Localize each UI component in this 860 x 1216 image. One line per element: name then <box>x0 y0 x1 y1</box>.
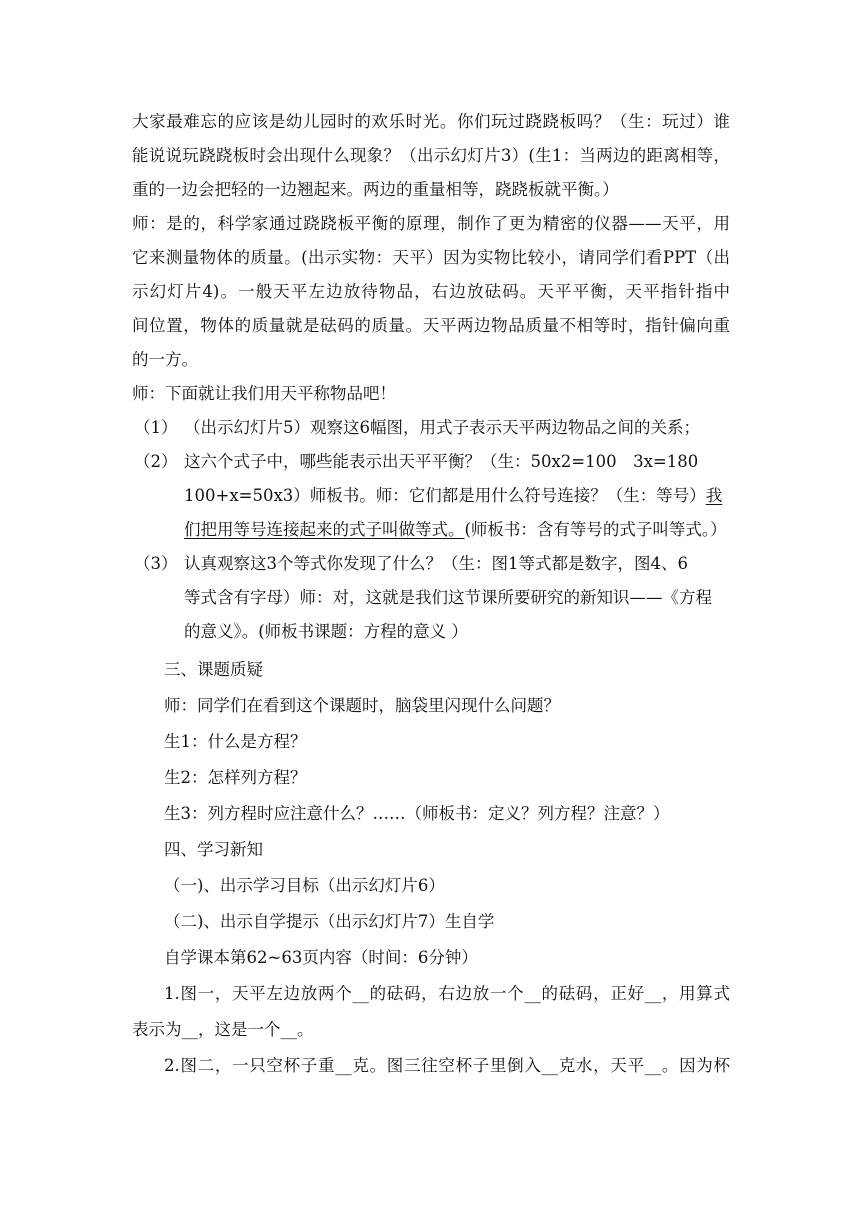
section3-student1: 生1：什么是方程？ <box>164 732 307 751</box>
section3-title: 三、课题质疑 <box>164 660 263 679</box>
section4-q1-line1: 1.图一，天平左边放两个__的砝码，右边放一个__的砝码，正好__，用算式 <box>164 984 730 1003</box>
para2-line5: 的一方。 <box>132 350 198 369</box>
item-2-line3-underlined: 们把用等号连接起来的式子叫做等式。 <box>184 520 465 539</box>
item-2-line2 <box>184 485 722 507</box>
section4-title: 四、学习新知 <box>164 840 263 859</box>
item-3-number: （3） <box>134 554 178 573</box>
section4-q2-line1: 2.图二，一只空杯子重__克。图三往空杯子里倒入__克水，天平__。因为杯 <box>164 1056 730 1075</box>
item-2-line1: 这六个式子中，哪些能表示出天平平衡？（生：50x2=100 3x=180 <box>184 452 699 471</box>
item-2-line3-text: (师板书：含有等号的式子叫等式。） <box>464 520 727 539</box>
section3-question: 师：同学们在看到这个课题时，脑袋里闪现什么问题？ <box>164 696 560 715</box>
item-2-line2-text: 100+x=50x3）师板书。师：它们都是用什么符号连接？（生：等号） <box>184 486 706 505</box>
para2-line1: 师：是的，科学家通过跷跷板平衡的原理，制作了更为精密的仪器——天平，用 <box>132 214 730 233</box>
section4-sub1: （一)、出示学习目标（出示幻灯片6） <box>164 876 445 895</box>
para1-line3: 重的一边会把轻的一边翘起来。两边的重量相等，跷跷板就平衡。） <box>132 180 619 199</box>
item-1-number: （1） <box>134 418 178 437</box>
item-2-number: （2） <box>134 452 178 471</box>
para1-line2: 能说说玩跷跷板时会出现什么现象？（出示幻灯片3）(生1：当两边的距离相等， <box>132 146 730 165</box>
section3-student3: 生3：列方程时应注意什么？……（师板书：定义？列方程？注意？） <box>164 804 670 823</box>
para3-line: 师：下面就让我们用天平称物品吧！ <box>132 384 396 403</box>
section3-student2: 生2：怎样列方程？ <box>164 768 307 787</box>
para2-line3: 示幻灯片4)。一般天平左边放待物品，右边放砝码。天平平衡，天平指针指中 <box>132 282 730 301</box>
section4-self-study: 自学课本第62~63页内容（时间：6分钟） <box>164 948 478 967</box>
item-3-line3: 的意义》。(师板书课题：方程的意义 ） <box>184 622 468 641</box>
item-2-line2-underlined: 我 <box>705 486 723 505</box>
item-3-line2: 等式含有字母）师：对，这就是我们这节课所要研究的新知识——《方程 <box>184 588 712 607</box>
item-3-line1: 认真观察这3个等式你发现了什么？（生：图1等式都是数字，图4、6 <box>184 554 688 573</box>
para2-line4: 间位置，物体的质量就是砝码的质量。天平两边物品质量不相等时，指针偏向重 <box>132 316 730 335</box>
section4-sub2: （二)、出示自学提示（出示幻灯片7）生自学 <box>164 912 495 931</box>
para1-line1: 大家最难忘的应该是幼儿园时的欢乐时光。你们玩过跷跷板吗？（生：玩过）谁 <box>132 112 730 131</box>
section4-q1-line2: 表示为__，这是一个__。 <box>132 1020 314 1039</box>
para2-line2: 它来测量物体的质量。(出示实物：天平）因为实物比较小，请同学们看PPT（出 <box>132 248 730 267</box>
item-1-line1: （出示幻灯片5）观察这6幅图，用式子表示天平两边物品之间的关系； <box>184 418 700 437</box>
item-2-line3 <box>184 519 727 541</box>
